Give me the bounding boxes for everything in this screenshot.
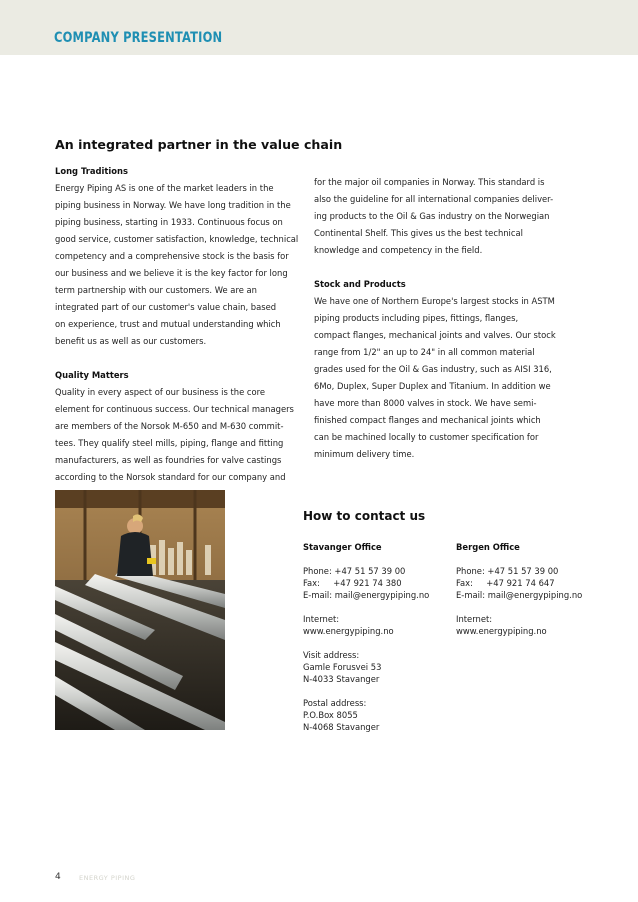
visit-address-label: Visit address: <box>303 650 360 660</box>
text-line: Continental Shelf. This gives us the best technical <box>314 228 523 238</box>
fax-number: Fax: +47 921 74 647 <box>456 578 555 588</box>
text-line: element for continuous success. Our technical managers <box>55 404 294 414</box>
phone-number: Phone: +47 51 57 39 00 <box>303 566 406 576</box>
text-line: piping business in Norway. We have long tradition in the <box>55 200 291 210</box>
text-line: Energy Piping AS is one of the market leaders in the <box>55 183 274 193</box>
text-line: according to the Norsok standard for our company and <box>55 472 286 482</box>
text-line: have more than 8000 valves in stock. We have semi- <box>314 398 537 408</box>
text-line: are members of the Norsok M-650 and M-630 commit- <box>55 421 284 431</box>
text-line: also the guideline for all international companies deliver- <box>314 194 554 204</box>
text-line: Quality in every aspect of our business is the core <box>55 387 266 397</box>
warehouse-photo <box>55 490 225 730</box>
website-link[interactable]: www.energypiping.no <box>303 626 394 636</box>
text-line: can be machined locally to customer specification for <box>314 432 539 442</box>
page-number: 4 <box>55 872 61 882</box>
article-heading: An integrated partner in the value chain <box>55 137 343 152</box>
text-line: our business and we believe it is the key factor for long <box>55 268 288 278</box>
visit-city: N-4033 Stavanger <box>303 674 380 684</box>
email-address: E-mail: mail@energypiping.no <box>456 590 583 600</box>
text-line: finished compact flanges and mechanical joints which <box>314 415 541 425</box>
office-name: Bergen Office <box>456 542 520 552</box>
left-text-column <box>55 163 300 486</box>
stavanger-office-block <box>303 541 453 745</box>
text-line: range from 1/2" an up to 24" in all common material <box>314 347 535 357</box>
paragraph-long-traditions <box>55 180 300 350</box>
email-address: E-mail: mail@energypiping.no <box>303 590 430 600</box>
subheading-long-traditions: Long Traditions <box>55 166 128 176</box>
text-line: manufacturers, as well as foundries for valve castings <box>55 455 282 465</box>
paragraph-quality-matters <box>55 384 300 486</box>
postal-city: N-4068 Stavanger <box>303 722 380 732</box>
visit-street: Gamle Forusvei 53 <box>303 662 382 672</box>
text-line: for the major oil companies in Norway. This standard is <box>314 177 545 187</box>
office-name: Stavanger Office <box>303 542 382 552</box>
text-line: benefit us as well as our customers. <box>55 336 207 346</box>
text-line: 6Mo, Duplex, Super Duplex and Titanium. In addition we <box>314 381 551 391</box>
subheading-quality-matters: Quality Matters <box>55 370 129 380</box>
page-section-title: COMPANY PRESENTATION <box>54 30 223 46</box>
text-line: compact flanges, mechanical joints and valves. Our stock <box>314 330 556 340</box>
right-text-column <box>314 174 559 463</box>
text-line: knowledge and competency in the field. <box>314 245 483 255</box>
postal-address-label: Postal address: <box>303 698 367 708</box>
subheading-stock-and-products: Stock and Products <box>314 279 406 289</box>
internet-label: Internet: <box>456 614 493 624</box>
paragraph-continued <box>314 174 559 259</box>
text-line: tees. They qualify steel mills, piping, flange and fitting <box>55 438 284 448</box>
paragraph-stock-and-products <box>314 293 559 463</box>
phone-number: Phone: +47 51 57 39 00 <box>456 566 559 576</box>
text-line: on experience, trust and mutual understanding which <box>55 319 281 329</box>
internet-label: Internet: <box>303 614 340 624</box>
bergen-office-block <box>456 541 616 649</box>
text-line: good service, customer satisfaction, knowledge, technical <box>55 234 299 244</box>
text-line: competency and a comprehensive stock is the basis for <box>55 251 289 261</box>
text-line: ing products to the Oil & Gas industry on the Norwegian <box>314 211 550 221</box>
postal-box: P.O.Box 8055 <box>303 710 358 720</box>
text-line: minimum delivery time. <box>314 449 415 459</box>
contact-heading: How to contact us <box>303 509 426 523</box>
text-line: integrated part of our customer's value chain, based <box>55 302 277 312</box>
text-line: piping business, starting in 1933. Continuous focus on <box>55 217 283 227</box>
text-line: grades used for the Oil & Gas industry, such as AISI 316, <box>314 364 552 374</box>
text-line: piping products including pipes, fittings, flanges, <box>314 313 519 323</box>
footer-logo: ENERGY PIPING <box>79 874 136 882</box>
website-link[interactable]: www.energypiping.no <box>456 626 547 636</box>
text-line: term partnership with our customers. We are an <box>55 285 257 295</box>
header-band <box>0 0 638 55</box>
text-line: We have one of Northern Europe's largest stocks in ASTM <box>314 296 555 306</box>
fax-number: Fax: +47 921 74 380 <box>303 578 402 588</box>
